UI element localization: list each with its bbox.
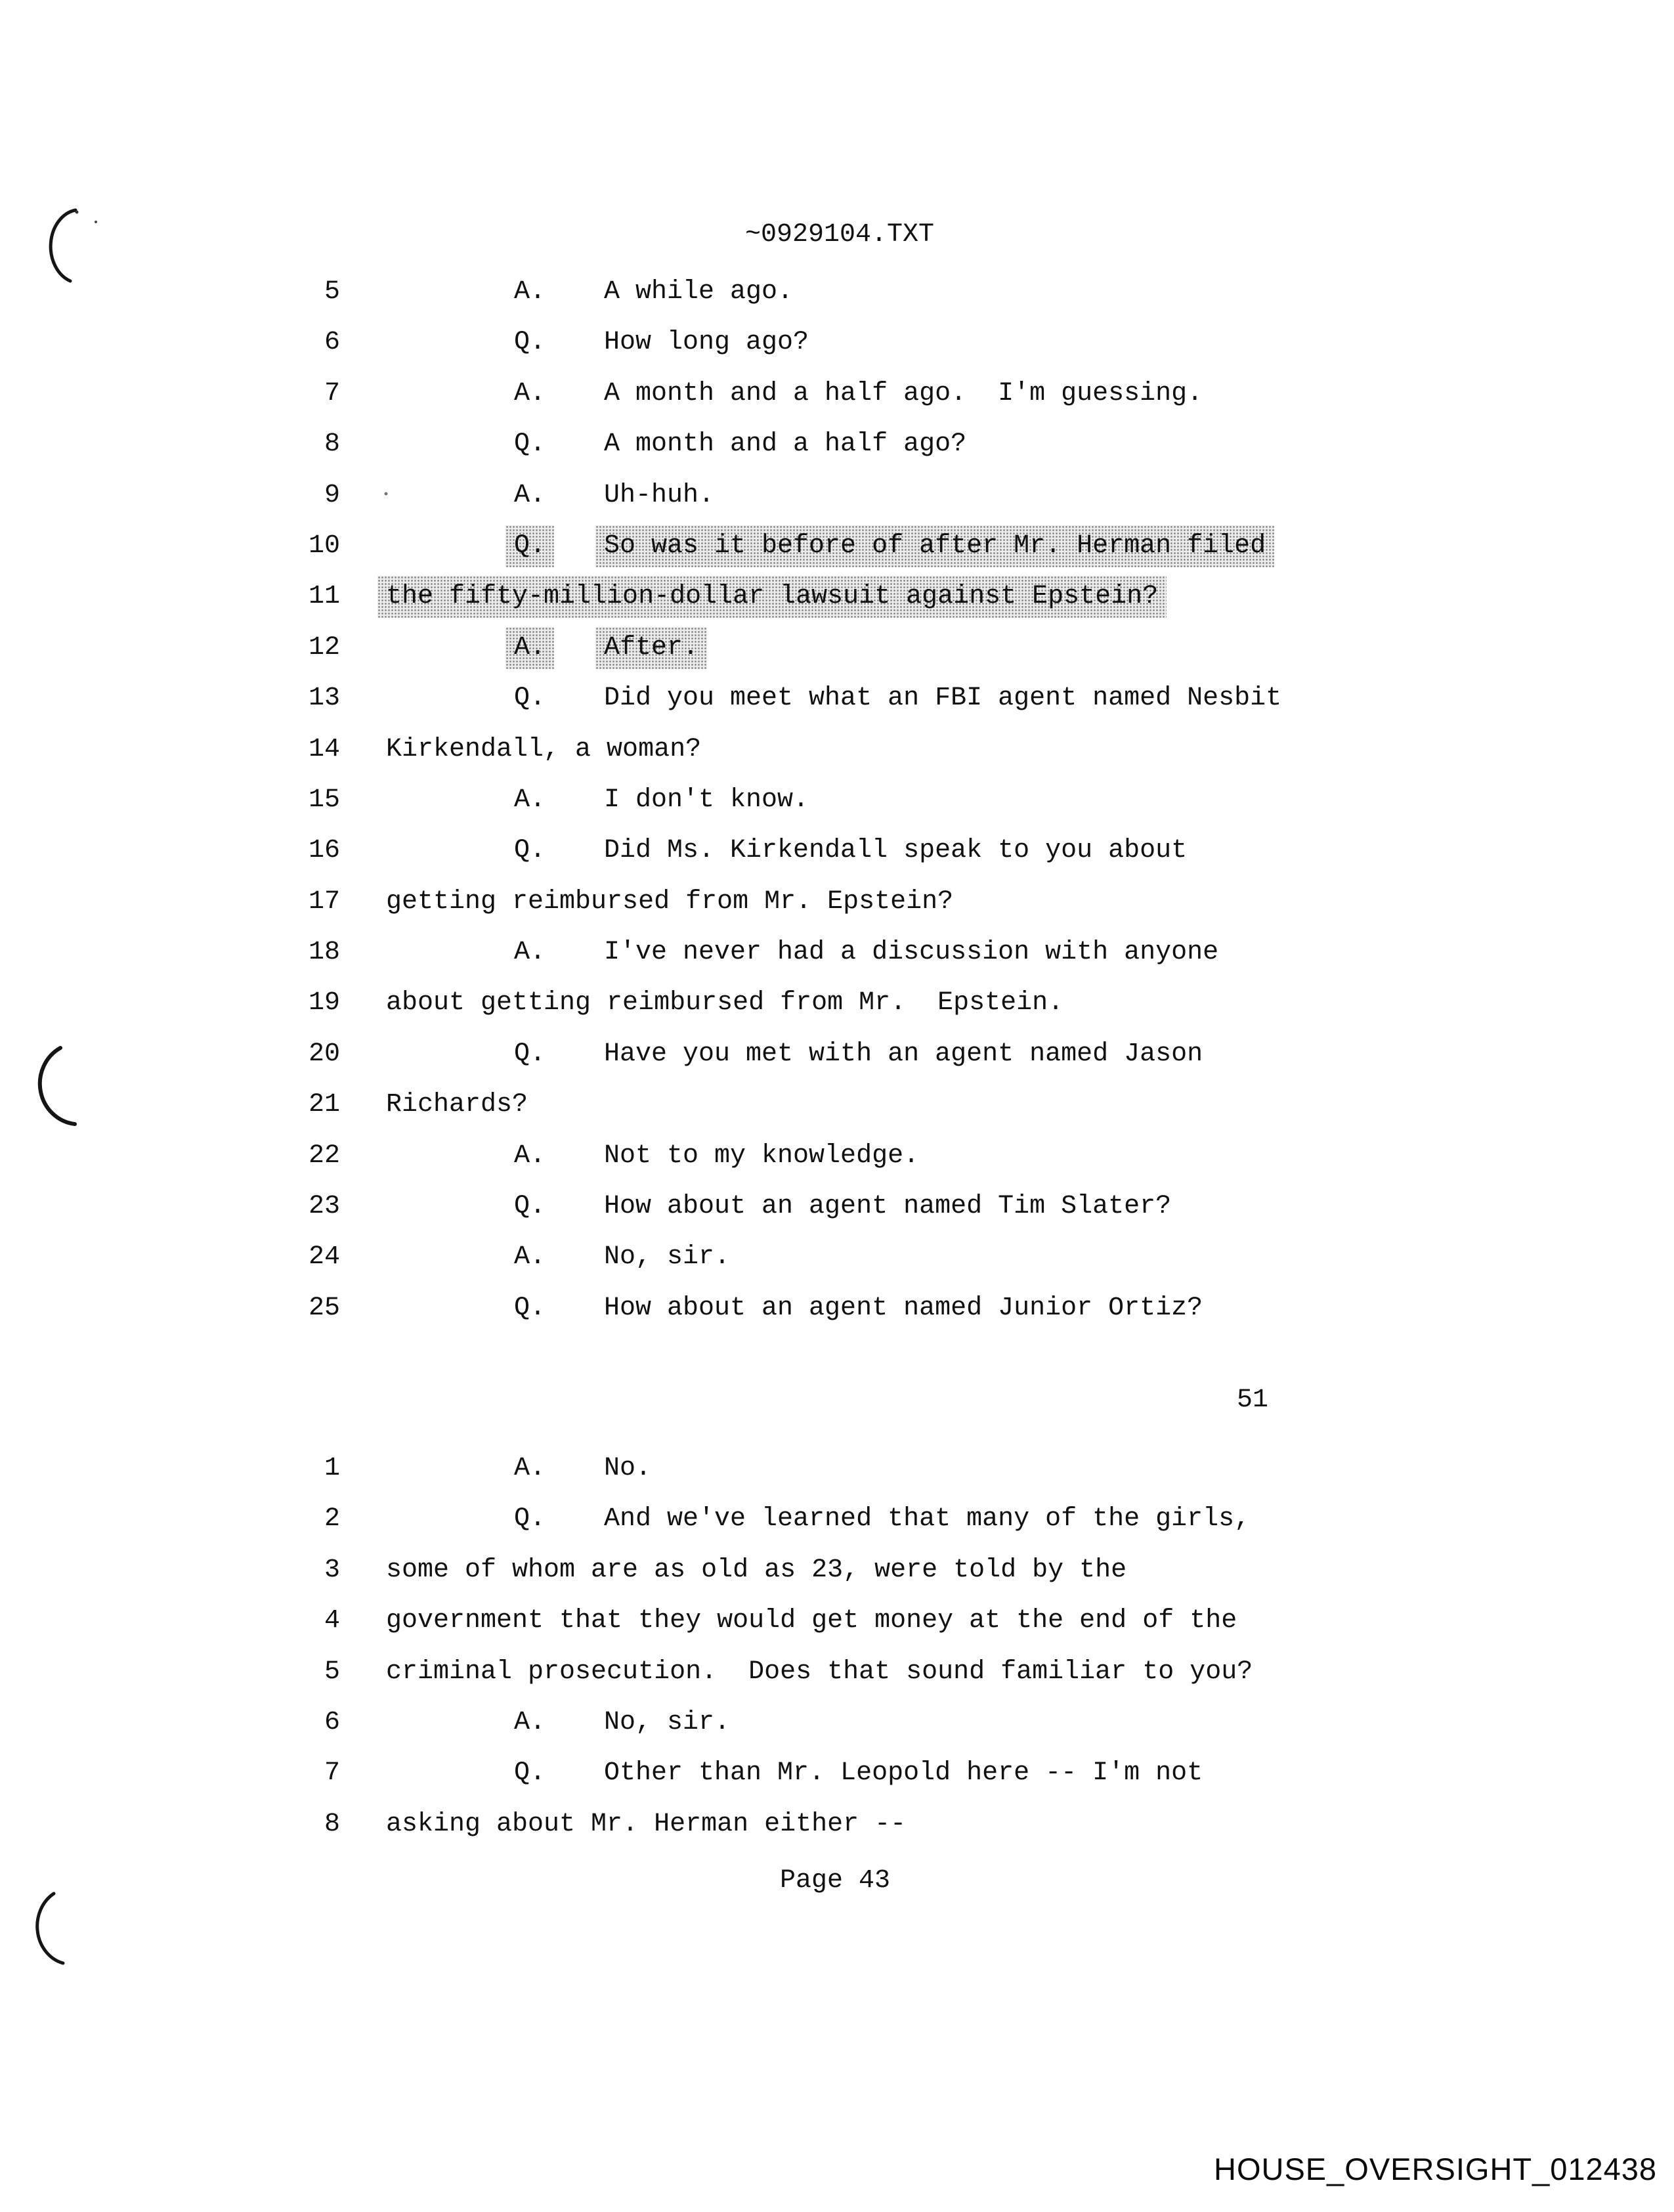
line-number: 16 <box>308 836 340 866</box>
speaker-label: A. <box>505 627 554 669</box>
transcript-line <box>0 1141 1674 1192</box>
line-number: 9 <box>324 480 340 510</box>
line-text: criminal prosecution. Does that sound familiar to you? <box>386 1657 1253 1687</box>
speaker-label: A. <box>514 1454 546 1483</box>
line-text: After. <box>595 627 707 669</box>
line-text: about getting reimbursed from Mr. Epstein. <box>386 988 1064 1018</box>
line-text: Not to my knowledge. <box>604 1140 920 1171</box>
speaker-label: Q. <box>505 525 554 567</box>
line-text: Richards? <box>386 1090 528 1120</box>
line-text: No. <box>604 1454 652 1483</box>
footer-page-label: Page 43 <box>780 1866 891 1896</box>
speaker-label: Q. <box>514 328 546 358</box>
transcript-line <box>0 1606 1674 1657</box>
speaker-label: Q. <box>514 1504 546 1534</box>
line-text: asking about Mr. Herman either -- <box>386 1809 907 1839</box>
transcript-page-number: 51 <box>1237 1385 1269 1415</box>
bates-stamp: HOUSE_OVERSIGHT_012438 <box>1214 2152 1658 2186</box>
transcript-line <box>0 1090 1674 1140</box>
transcript-line <box>0 836 1674 886</box>
transcript-block-2 <box>0 1454 1674 1860</box>
line-number: 2 <box>324 1504 340 1534</box>
line-text: How long ago? <box>604 328 809 358</box>
line-number: 20 <box>308 1039 340 1069</box>
line-number: 24 <box>308 1242 340 1272</box>
line-number: 1 <box>324 1454 340 1483</box>
stray-dot <box>95 221 97 223</box>
transcript-line <box>0 785 1674 836</box>
transcript-line <box>0 379 1674 429</box>
margin-arc-top <box>51 210 75 281</box>
line-number: 3 <box>324 1555 340 1585</box>
document-filename-header: ~0929104.TXT <box>745 220 935 249</box>
line-number: 21 <box>308 1090 340 1120</box>
line-number: 25 <box>308 1293 340 1323</box>
transcript-line <box>0 887 1674 938</box>
line-number: 6 <box>324 1707 340 1737</box>
line-number: 18 <box>308 938 340 968</box>
speaker-label: Q. <box>514 683 546 714</box>
line-number: 7 <box>324 378 340 408</box>
transcript-line <box>0 1293 1674 1344</box>
transcript-line <box>0 582 1674 632</box>
transcript-line <box>0 1810 1674 1860</box>
speaker-label: A. <box>514 378 546 408</box>
line-number: 14 <box>308 734 340 764</box>
transcript-line <box>0 429 1674 480</box>
transcript-line <box>0 988 1674 1039</box>
line-number: 15 <box>308 785 340 815</box>
speaker-label: A. <box>514 1707 546 1737</box>
speaker-label: Q. <box>514 836 546 866</box>
transcript-line <box>0 633 1674 683</box>
line-text: the fifty-million-dollar lawsuit against Epstein? <box>377 576 1167 618</box>
line-number: 6 <box>324 328 340 358</box>
line-text: A month and a half ago. I'm guessing. <box>604 378 1203 408</box>
speaker-label: A. <box>514 1242 546 1272</box>
line-text: Kirkendall, a woman? <box>386 734 702 764</box>
line-text: No, sir. <box>604 1242 731 1272</box>
speaker-label: A. <box>514 480 546 510</box>
line-text: A while ago. <box>604 277 794 307</box>
transcript-line <box>0 531 1674 582</box>
transcript-line <box>0 1192 1674 1242</box>
speaker-label: Q. <box>514 1192 546 1222</box>
line-text: some of whom are as old as 23, were told by the <box>386 1555 1127 1585</box>
line-number: 17 <box>308 886 340 917</box>
line-text: Uh-huh. <box>604 480 715 510</box>
transcript-line <box>0 1504 1674 1555</box>
line-text: A month and a half ago? <box>604 429 967 460</box>
line-number: 22 <box>308 1140 340 1171</box>
line-number: 8 <box>324 1809 340 1839</box>
speaker-label: A. <box>514 277 546 307</box>
transcript-line <box>0 1657 1674 1708</box>
line-text: How about an agent named Junior Ortiz? <box>604 1293 1203 1323</box>
line-text: I don't know. <box>604 785 809 815</box>
speaker-label: A. <box>514 785 546 815</box>
transcript-line <box>0 735 1674 785</box>
line-number: 12 <box>308 632 340 662</box>
speaker-label: A. <box>514 938 546 968</box>
line-text: I've never had a discussion with anyone <box>604 938 1219 968</box>
transcript-line <box>0 1454 1674 1504</box>
line-text: How about an agent named Tim Slater? <box>604 1192 1172 1222</box>
line-number: 5 <box>324 277 340 307</box>
transcript-line <box>0 683 1674 734</box>
transcript-line <box>0 1708 1674 1758</box>
line-number: 13 <box>308 683 340 714</box>
transcript-block-1 <box>0 277 1674 1344</box>
stray-dot <box>75 211 79 214</box>
speaker-label: Q. <box>514 429 546 460</box>
speaker-label: A. <box>514 1140 546 1171</box>
line-text: Have you met with an agent named Jason <box>604 1039 1203 1069</box>
line-text: Other than Mr. Leopold here -- I'm not <box>604 1758 1203 1789</box>
line-number: 10 <box>308 531 340 561</box>
line-number: 7 <box>324 1758 340 1789</box>
line-number: 8 <box>324 429 340 460</box>
transcript-line <box>0 277 1674 328</box>
speaker-label: Q. <box>514 1293 546 1323</box>
line-number: 11 <box>308 582 340 612</box>
line-text: Did Ms. Kirkendall speak to you about <box>604 836 1188 866</box>
line-text: And we've learned that many of the girls, <box>604 1504 1251 1534</box>
line-text: government that they would get money at the end of the <box>386 1606 1237 1636</box>
transcript-line <box>0 1039 1674 1090</box>
line-number: 19 <box>308 988 340 1018</box>
line-number: 5 <box>324 1657 340 1687</box>
speaker-label: Q. <box>514 1758 546 1789</box>
transcript-line <box>0 1758 1674 1809</box>
line-text: Did you meet what an FBI agent named Nesbit <box>604 683 1282 714</box>
transcript-line <box>0 481 1674 531</box>
transcript-line <box>0 328 1674 378</box>
line-text: getting reimbursed from Mr. Epstein? <box>386 886 954 917</box>
margin-arc-bottom <box>37 1894 63 1963</box>
transcript-line <box>0 938 1674 988</box>
transcript-line <box>0 1242 1674 1293</box>
transcript-line <box>0 1555 1674 1606</box>
line-number: 4 <box>324 1606 340 1636</box>
line-number: 23 <box>308 1192 340 1222</box>
line-text: So was it before of after Mr. Herman filed <box>595 525 1274 567</box>
line-text: No, sir. <box>604 1707 731 1737</box>
speaker-label: Q. <box>514 1039 546 1069</box>
